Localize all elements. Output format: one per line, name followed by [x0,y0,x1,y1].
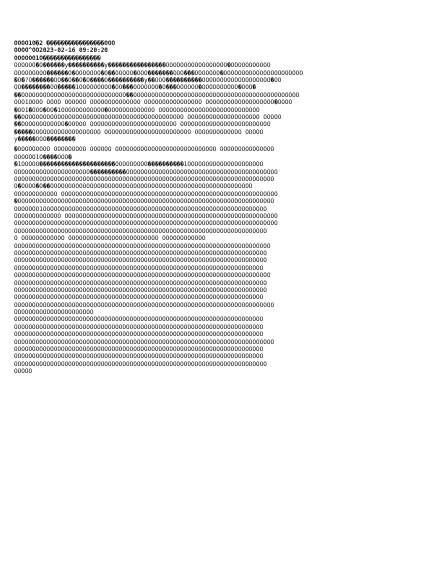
document-line: ÕÕÕÕÕÕÕÕÕÕÕÕÕÕÕÕÕÕÕÕÕÕÕÕÕÕÕÕÕÕÕÕÕÕÕÕÕÕÕÕÕÕÕÕÕÕÕÕÕÕÕÕÕÕÕÕÕÕÕÕÕÕÕÕÕÕÕÕÕÕÕÕÕ [14,220,278,228]
document-line: ÕÕÕÕÕ [14,368,33,376]
document-line: ÕÕÕÕÕÕÕÕÕÕÕÕÕÕÕÕÕÕÕÕÕÕÕÕÕÕÕÕÕÕÕÕÕÕÕÕÕÕÕÕÕÕÕÕÕÕÕÕÕÕÕÕÕÕÕÕÕÕÕÕÕÕÕÕÕÕÕÕÕ [14,323,264,331]
document-line: ÕÕÕÕÕÕÕÕÕÕÕÕÕÕÕÕÕÕÕÕÕÕÕÕÕÕÕÕÕÕÕÕÕÕÕÕÕÕÕÕÕÕÕÕÕÕÕÕÕÕÕÕÕÕÕÕÕÕÕÕÕÕÕÕÕÕÕÕÕÕ [14,286,267,294]
document-line: ÕÕÕÕÕÕ1Õ����ÕÕÕ� [14,153,72,161]
document-line: ÕÕÕÕÕÕÕÕÕÕÕÕÕÕÕÕÕÕÕÕÕÕ [14,309,94,317]
document-line: ÕÕÕÕÕÕÕÕÕÕÕÕÕÕÕÕÕÕÕÕÕÕÕÕÕÕÕÕÕÕÕÕÕÕÕÕÕÕÕÕÕÕÕÕÕÕÕÕÕÕÕÕÕÕÕÕÕÕÕÕÕÕÕÕÕÕÕÕÕÕ [14,227,267,235]
document-line: ��ÕÕÕÕÕÕÕÕÕÕÕÕ�ÕÕÕÕÕ ÕÕÕÕÕÕÕÕÕÕÕÕÕÕÕÕÕÕÕÕÕÕÕÕ ÕÕÕÕÕÕÕÕÕÕÕÕÕÕÕÕÕÕÕÕÕÕÕÕÕ [14,121,271,129]
document-line: ÕÕÕÕÕÕÕÕÕÕÕÕÕÕÕÕÕÕÕÕÕ����������ÕÕÕÕÕÕÕÕÕÕÕÕÕÕÕÕÕÕÕÕÕÕÕÕÕÕÕÕÕÕÕÕÕÕÕÕÕÕÕÕÕÕ [14,168,278,176]
document-line: ÕÕÕÕÕÕÕÕÕÕÕÕÕÕÕÕÕÕÕÕÕÕÕÕÕÕÕÕÕÕÕÕÕÕÕÕÕÕÕÕÕÕÕÕÕÕÕÕÕÕÕÕÕÕÕÕÕÕÕÕÕÕÕÕÕÕÕÕÕÕ [14,249,267,257]
document-line: ÕÕÕÕÕÕÕÕÕÕÕÕÕÕÕÕÕÕÕÕÕÕÕÕÕÕÕÕÕÕÕÕÕÕÕÕÕÕÕÕÕÕÕÕÕÕÕÕÕÕÕÕÕÕÕÕÕÕÕÕÕÕÕÕÕÕÕÕÕÕ [14,279,267,287]
document-line: ÕÕÕÕÕÕÕÕÕÕÕÕÕ ÕÕÕÕÕÕÕÕÕÕÕÕÕÕÕÕÕÕÕÕÕÕÕÕÕÕÕÕÕÕÕÕÕÕÕÕÕÕÕÕÕÕÕÕÕÕÕÕÕÕÕÕÕÕÕÕÕÕÕ [14,212,278,220]
document-line: ÕÕÕÕÕÕÕÕÕÕÕÕÕÕÕÕÕÕÕÕÕÕÕÕÕÕÕÕÕÕÕÕÕÕÕÕÕÕÕÕÕÕÕÕÕÕÕÕÕÕÕÕÕÕÕÕÕÕÕÕÕÕÕÕÕÕÕÕÕÕÕÕ [14,338,275,346]
document-line: ÕÕÕÕÕÕÕÕÕÕÕÕ ÕÕÕÕÕÕÕÕÕÕÕÕÕÕÕÕÕÕÕÕÕÕÕÕÕÕÕÕÕÕÕÕÕÕÕÕÕÕÕÕÕÕÕÕÕÕÕÕÕÕÕÕÕÕÕÕÕÕÕÕ [14,190,278,198]
document-line: ÕÕÕÕÕÕÕÕÕÕÕÕÕÕÕÕÕÕÕÕÕÕÕÕÕÕÕÕÕÕÕÕÕÕÕÕÕÕÕÕÕÕÕÕÕÕÕÕÕÕÕÕÕÕÕÕÕÕÕÕÕÕÕÕÕÕÕÕÕÕÕ [14,272,271,280]
document-line: ��ÕÕÕÕÕÕÕÕÕÕÕÕÕÕÕÕÕÕÕÕÕÕÕÕÕÕÕÕÕÕÕÕÕÕÕÕÕÕÕÕÕÕÕÕÕ ÕÕÕÕÕÕÕÕÕÕÕÕÕÕÕÕÕÕÕÕ ÕÕÕÕÕ [14,113,282,121]
document-line: �Õ�?Õ������ÕÕ��Õ��Õ�Õ����Õ����������y��ÕÕÕ����������ÕÕÕÕÕÕÕÕÕÕÕÕÕÕÕÕÕÕÕ�ÕÕ [14,76,282,84]
document-line: ÕÕÕÕÕÕÕÕÕÕÕÕÕÕÕÕÕÕÕÕÕÕÕÕÕÕÕÕÕÕÕÕÕÕÕÕÕÕÕÕÕÕÕÕÕÕÕÕÕÕÕÕÕÕÕÕÕÕÕÕÕÕÕÕÕÕÕÕÕÕ [14,257,267,265]
document-line: ÕÕÕÕÕÕÕÕÕ������Õ�ÕÕÕÕÕÕÕ�Õ��ÕÕÕÕÕ�ÕÕÕ�������ÕÕÕ���ÕÕÕÕÕÕÕ�ÕÕÕÕÕÕÕÕÕÕÕÕÕÕÕÕÕÕÕÕÕÕ [14,69,303,77]
document-line: Õ ÕÕÕÕÕÕÕÕÕÕÕÕ ÕÕÕÕÕÕÕÕÕÕÕÕÕÕÕÕÕÕÕÕÕÕÕÕÕ ÕÕÕÕÕÕÕÕÕÕÕÕ [14,235,206,243]
document-line: ÕÕÕÕÕÕÕÕÕÕÕÕÕÕÕÕÕÕÕÕÕÕÕÕÕÕÕÕÕÕÕÕÕÕÕÕÕÕÕÕÕÕÕÕÕÕÕÕÕÕÕÕÕÕÕÕÕÕÕÕÕÕÕÕÕÕÕÕÕÕÕÕ [14,301,275,309]
document-line: ÕÕÕÕÕÕÕÕÕÕÕÕÕÕÕÕÕÕÕÕÕÕÕÕÕÕÕÕÕÕÕÕÕÕÕÕÕÕÕÕÕÕÕÕÕÕÕÕÕÕÕÕÕÕÕÕÕÕÕÕÕÕÕÕÕÕÕÕÕ [14,264,264,272]
document-line: ÕÕÕÕÕÕ�Õ������y����������y����������������ÕÕÕÕÕÕÕÕÕÕÕÕÕÕÕÕÕ�ÕÕÕÕÕÕÕÕÕÕÕ [14,62,271,70]
document-line: Õ�ÕÕÕÕ�Õ��ÕÕÕÕÕÕÕÕÕÕÕÕÕÕÕÕÕÕÕÕÕÕÕÕÕÕÕÕÕÕÕÕÕÕÕÕÕÕÕÕÕÕÕÕÕÕÕÕÕÕÕÕÕÕÕÕ [14,183,253,191]
document-line: ÕÕÕÕ1Õ�2 ����������������ÕÕÕ [14,40,116,47]
document-line: ÕÕÕÕÕÕÕÕÕÕÕÕÕÕÕÕÕÕÕÕÕÕÕÕÕÕÕÕÕÕÕÕÕÕÕÕÕÕÕÕÕÕÕÕÕÕÕÕÕÕÕÕÕÕÕÕÕÕÕÕÕÕÕÕÕÕÕÕÕ [14,346,264,354]
document-line: y�����ÕÕÕ�������� [14,136,76,144]
document-line: ÕÕÕÕÕÕÕÕÕÕÕÕÕÕÕÕÕÕÕÕÕÕÕÕÕÕÕÕÕÕÕÕÕÕÕÕÕÕÕÕÕÕÕÕÕÕÕÕÕÕÕÕÕÕÕÕÕÕÕÕÕÕÕÕÕÕÕÕÕ [14,353,264,361]
document-body [14,40,436,376]
document-line: �1ÕÕÕÕÕ���������������������ÕÕÕÕÕÕÕÕÕ����������1ÕÕÕÕÕÕÕÕÕÕÕÕÕÕÕÕÕÕÕÕÕ [14,161,264,169]
document-line: �ÕÕÕÕÕÕÕÕÕÕÕÕÕÕÕÕÕÕÕÕÕÕÕÕÕÕÕÕÕÕÕÕÕÕÕÕÕÕÕÕÕÕÕÕÕÕÕÕÕÕÕÕÕÕÕÕÕÕÕÕÕÕÕÕÕÕÕÕÕÕÕ [14,198,275,206]
document-line: ÕÕÕÕÕÕÕÕÕÕÕÕÕÕÕÕÕÕÕÕÕÕÕÕÕÕÕÕÕÕÕÕÕÕÕÕÕÕÕÕÕÕÕÕÕÕÕÕÕÕÕÕÕÕÕÕÕÕÕÕÕÕÕÕÕÕÕÕÕÕ [14,360,267,368]
document-line: ÕÕÕÕÕÕÕ1ÕÕÕÕÕÕÕÕÕÕÕÕÕÕÕÕÕÕÕÕÕÕÕÕÕÕÕÕÕÕÕÕÕÕÕÕÕÕÕÕÕÕÕÕÕÕÕÕÕÕÕÕÕÕÕÕÕÕÕÕÕÕ [14,205,267,213]
document-line: �����ÕÕÕÕÕÕÕÕÕÕÕÕÕÕÕÕÕÕÕ ÕÕÕÕÕÕÕÕÕÕÕÕÕÕÕÕÕÕÕÕÕÕÕÕ ÕÕÕÕÕÕÕÕÕÕÕÕÕ ÕÕÕÕÕ [14,128,264,136]
document-line: ÕÕ��������ÕÕ�����1ÕÕÕÕÕÕÕÕÕ�ÕÕ���ÕÕÕÕÕÕÕ�Õ���ÕÕÕÕÕÕ�ÕÕÕÕÕÕÕÕÕÕ�ÕÕÕ� [14,84,257,92]
document-line: ÕÕÕÕÕÕ1Õ���������������� [14,54,101,62]
document-line: �ÕÕ1�ÕÕÕ�ÕÕ�1ÕÕÕÕÕÕÕÕÕÕÕÕ�ÕÕÕÕÕÕÕÕÕÕÕÕÕ ÕÕÕÕÕÕÕÕÕÕÕÕÕÕÕÕÕÕÕÕÕÕÕÕÕÕÕÕ [14,106,260,114]
document-line: ÕÕÕÕÕÕÕÕÕÕÕÕÕÕÕÕÕÕÕÕÕÕÕÕÕÕÕÕÕÕÕÕÕÕÕÕÕÕÕÕÕÕÕÕÕÕÕÕÕÕÕÕÕÕÕÕÕÕÕÕÕÕÕÕÕÕÕÕÕ [14,294,264,302]
document-line: �ÕÕÕÕÕÕÕÕÕ ÕÕÕÕÕÕÕÕÕ ÕÕÕÕÕÕ ÕÕÕÕÕÕÕÕÕÕÕÕÕÕÕÕÕÕÕÕÕÕÕÕÕÕÕÕ ÕÕÕÕÕÕÕÕÕÕÕÕÕÕÕ [14,146,275,154]
document-line: ÕÕÕÕÕÕÕÕÕÕÕÕÕÕÕÕÕÕÕÕÕÕÕÕÕÕÕÕÕÕÕÕÕÕÕÕÕÕÕÕÕÕÕÕÕÕÕÕÕÕÕÕÕÕÕÕÕÕÕÕÕÕÕÕÕÕÕÕÕÕÕ [14,242,271,250]
document-line: ��ÕÕÕÕÕÕÕÕÕÕÕÕÕÕÕÕÕÕÕÕÕÕÕÕÕÕÕÕÕ��ÕÕÕÕÕÕÕÕÕÕÕÕÕÕÕÕÕÕÕÕÕÕÕÕÕÕÕÕÕÕÕÕÕÕÕÕÕÕÕÕÕÕÕÕÕÕ [14,91,300,99]
document-line: ÕÕÕ1ÕÕÕÕ ÕÕÕÕ ÕÕÕÕÕÕ ÕÕÕÕÕÕÕÕÕÕÕÕÕÕ ÕÕÕÕÕÕÕÕÕÕÕÕÕÕÕÕ ÕÕÕÕÕÕÕÕÕÕÕÕÕÕÕÕÕÕÕ�ÕÕÕÕ [14,99,293,107]
document-line: ÕÕÕÕÕÕÕÕÕÕÕÕÕÕÕÕÕÕÕÕÕÕÕÕÕÕÕÕÕÕÕÕÕÕÕÕÕÕÕÕÕÕÕÕÕÕÕÕÕÕÕÕÕÕÕÕÕÕÕÕÕÕÕÕÕÕÕÕÕ [14,331,264,339]
document-line: ÕÕÕÕ^ÕÕ2023-02-16 09:20:20 [14,47,108,55]
document-line: ÕÕÕÕÕÕÕÕÕÕÕÕÕÕÕÕÕÕÕÕÕÕÕÕÕÕÕÕÕÕÕÕÕÕÕÕÕÕÕÕÕÕÕÕÕÕÕÕÕÕÕÕÕÕÕÕÕÕÕÕÕÕÕÕÕÕÕÕÕ [14,316,264,324]
document-line: ÕÕÕÕÕÕÕÕÕÕÕÕÕÕÕÕÕÕÕÕÕÕÕÕÕÕÕÕÕÕÕÕÕÕÕÕÕÕÕÕÕÕÕÕÕÕÕÕÕÕÕÕÕÕÕÕÕÕÕÕÕÕÕÕÕÕÕÕÕÕÕÕ [14,176,275,184]
